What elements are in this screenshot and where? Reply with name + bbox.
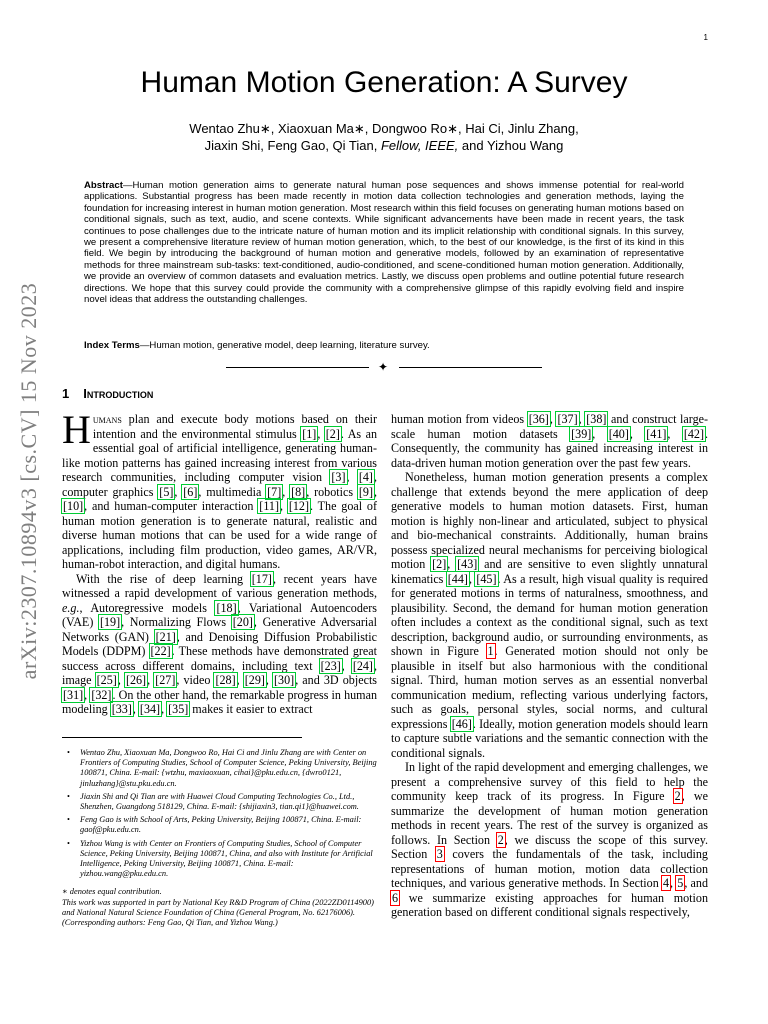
divider-diamond-icon: ✦ — [378, 360, 389, 374]
citation[interactable]: [9] — [358, 484, 373, 499]
authors-last: and Yizhou Wang — [458, 138, 564, 153]
citation[interactable]: [3] — [331, 470, 346, 484]
citation[interactable]: [36] — [528, 412, 549, 426]
affiliation-item: • Jiaxin Shi and Qi Tian are with Huawei Cloud Computing Technologies Co., Ltd., Shenzhen, Guangdong 518129, China. E-mail: {shijiaxin3, tian.qi1}@huawei.com. — [80, 792, 378, 812]
divider-line-left — [226, 367, 369, 368]
body-column-left — [62, 407, 378, 717]
index-terms — [84, 340, 684, 351]
citation[interactable]: [32] — [91, 687, 112, 702]
figure-reference[interactable]: 2 — [674, 789, 681, 803]
footnotes — [62, 748, 378, 928]
index-terms-text: —Human motion, generative model, deep learning, literature survey. — [139, 340, 430, 351]
citation[interactable]: [35] — [168, 702, 189, 716]
citation[interactable]: [22] — [150, 644, 171, 658]
citation[interactable]: [24] — [352, 658, 373, 673]
abstract-label: Abstract — [84, 180, 123, 191]
citation[interactable]: [46] — [451, 716, 472, 731]
citation[interactable]: [37] — [557, 412, 578, 426]
affiliation-list — [62, 748, 378, 879]
citation[interactable]: [12] — [288, 499, 310, 513]
paragraph: human motion from videos [36], [37], [38] and construct large-scale human motion datasets [39], [40], [41], [42]. Consequently, the community has gained increasing interest in data-driven human motion generation over the past few years. — [391, 412, 709, 470]
paragraph: In light of the rapid development and emerging challenges, we present a comprehensive survey of this field to help the community keep track of its progress. In Figure 2, we summarize the development of human motion generation methods in recent years. The rest of the survey is organized as follows. In Section 2, we discuss the scope of this survey. Section 3 covers the fundamentals of the task, including representations of human motion, motion data collection techniques, and various generative methods. In Section 4, 5, and 6 we summarize existing approaches for human motion generation based on different conditional signals respectively, — [391, 760, 709, 919]
citation[interactable]: [43] — [457, 557, 478, 571]
citation[interactable]: [31] — [63, 687, 84, 702]
citation[interactable]: [4] — [358, 470, 373, 484]
equal-contribution-note: ∗ denotes equal contribution. — [62, 887, 162, 897]
paragraph: Nonetheless, human motion generation presents a complex challenge that extends beyond the mere application of deep generative models to human motion datasets. First, human motion is highly non-linear and articulated, subject to physical and bio-mechanical constraints. Additionally, human brains possess specialized neural mechanisms for perceiving biological motion [2], [43] and are sensitive to even slightly unnatural kinematics [44], [45]. As a result, high visual quality is required for generated motions in terms of naturalness, smoothness, and plausibility. Second, the demand for human motion generation often includes a context as the conditional signal, such as text description, background audio, or surrounding environments, as shown in Figure 1. Generated motion should not only be plausible in itself but also harmonious with the conditional signal. Third, human motion serves as an essential nonverbal communication medium, reflecting various underlying factors, such as goals, personal styles, social norms, and cultural expressions [46]. Ideally, motion generation models should learn to capture subtle variations and the semantic connection with the conditional signals. — [391, 470, 709, 760]
citation[interactable]: [19] — [99, 615, 121, 629]
body-column-right — [391, 412, 708, 920]
author-notes — [62, 887, 378, 928]
citation[interactable]: [11] — [259, 499, 279, 513]
paragraph: With the rise of deep learning [17], recent years have witnessed a rapid development of various generation methods, e.g., Autoregressive models [18], Variational Autoencoders (VAE) [19], Normalizing Flows [20], Generative Adversarial Networks (GAN) [21], and Denoising Diffusion Probabilistic Models (DDPM) [22]. These methods have demonstrated great success across different domains, including text [23], [24], image [25], [26], [27], video [28], [29], [30], and 3D objects [31], [32]. On the other hand, the remarkable progress in human modeling [33], [34], [35] makes it easier to extract — [62, 571, 378, 716]
citation[interactable]: [18] — [216, 600, 237, 615]
section-reference[interactable]: 2 — [497, 832, 504, 847]
citation[interactable]: [45] — [476, 571, 497, 586]
drop-cap: H — [62, 407, 91, 452]
affiliation-item: • Yizhou Wang is with Center on Frontiers of Computing Studies, School of Computer Science, Peking University, Beijing 100871, China, and also with Institute for Artificial Intelligence, Peking University, Beijing 100871, China. E-mail: yizhou.wang@pku.edu.cn. — [80, 839, 378, 880]
section-heading — [62, 386, 153, 401]
citation[interactable]: [8] — [291, 484, 306, 499]
paragraph: Humans plan and execute body motions based on their intention and the environmental stimulus [1], [2]. As an essential goal of artificial intelligence, generating human-like motion patterns has gained increasing interest from various research communities, including computer vision [3], [4], computer graphics [5], [6], multimedia [7], [8], robotics [9], [10], and human-computer interaction [11], [12]. The goal of human motion generation is to generate natural, realistic and diverse human motions that can be used for a wide range of applications, including film production, video games, AR/VR, human-robot interaction, and digital humans. — [62, 407, 378, 571]
author-list — [0, 120, 768, 154]
citation[interactable]: [42] — [683, 426, 704, 441]
citation[interactable]: [17] — [251, 571, 272, 586]
citation[interactable]: [10] — [63, 499, 84, 513]
abstract-text: —Human motion generation aims to generate natural human pose sequences and shows immense potential for real-world applications. Substantial progress has been made recently in motion data collection technologies and generation methods, laying the foundation for increasing interest in human motion generation. Most research within this field focuses on generating human motions based on conditional signals, such as text, audio, and scene contexts. While significant advancements have been made in recent years, the task continues to pose challenges due to the intricate nature of human motion and its implicit relationship with conditional signals. In this survey, we present a comprehensive literature review of human motion generation, which, to the best of our knowledge, is the first of its kind in this field. We begin by introducing the background of human motion and generative models, followed by an examination of representative methods for three mainstream sub-tasks: text-conditioned, audio-conditioned, and scene-conditioned human motion generation. Additionally, we provide an overview of common datasets and evaluation metrics. Lastly, we discuss open problems and outline potential future research directions. We hope that this survey could provide the community with a comprehensive glimpse of this rapidly evolving field and inspire novel ideas that address the outstanding challenges. — [84, 180, 684, 306]
funding-note: This work was supported in part by National Key R&D Program of China (2022ZD0114900) and National Natural Science Foundation of China (General Program, No. 62176006). — [62, 897, 374, 917]
figure-reference[interactable]: 1 — [487, 644, 494, 658]
citation[interactable]: [26] — [125, 673, 147, 687]
section-reference[interactable]: 4 — [662, 876, 670, 890]
citation[interactable]: [23] — [320, 658, 341, 673]
citation[interactable]: [5] — [159, 484, 174, 499]
citation[interactable]: [28] — [215, 673, 236, 687]
authors-names: Jiaxin Shi, Feng Gao, Qi Tian, — [204, 138, 381, 153]
section-reference[interactable]: 5 — [677, 876, 684, 890]
citation[interactable]: [21] — [155, 629, 176, 644]
citation[interactable]: [20] — [232, 615, 253, 629]
authors-line-1: Wentao Zhu∗, Xiaoxuan Ma∗, Dongwoo Ro∗, Hai Ci, Jinlu Zhang, — [189, 121, 579, 136]
citation[interactable]: [44] — [447, 571, 468, 586]
citation[interactable]: [34] — [139, 702, 161, 716]
section-divider — [226, 361, 542, 373]
citation[interactable]: [6] — [183, 484, 198, 499]
arxiv-identifier: arXiv:2307.10894v3 [cs.CV] 15 Nov 2023 — [16, 282, 41, 680]
citation[interactable]: [40] — [608, 426, 629, 441]
citation[interactable]: [30] — [274, 673, 295, 687]
citation[interactable]: [2] — [432, 557, 447, 571]
page-number: 1 — [703, 33, 708, 42]
authors-fellow: Fellow, IEEE, — [380, 138, 459, 153]
citation[interactable]: [25] — [96, 673, 117, 687]
abstract — [84, 180, 684, 305]
divider-line-right — [399, 367, 542, 368]
citation[interactable]: [2] — [325, 426, 340, 441]
citation[interactable]: [29] — [244, 673, 265, 687]
corresponding-authors-note: (Corresponding authors: Feng Gao, Qi Tian, and Yizhou Wang.) — [62, 918, 278, 928]
footnote-rule — [62, 737, 302, 738]
section-number: 1 — [62, 386, 70, 401]
citation[interactable]: [39] — [571, 426, 592, 441]
citation[interactable]: [27] — [155, 673, 176, 687]
section-title: Introduction — [83, 386, 154, 401]
paper-title: Human Motion Generation: A Survey — [140, 66, 628, 99]
citation[interactable]: [38] — [586, 412, 607, 426]
citation[interactable]: [7] — [267, 484, 282, 499]
affiliation-item: • Feng Gao is with School of Arts, Peking University, Beijing 100871, China. E-mail: gaof@pku.edu.cn. — [80, 815, 378, 835]
section-reference[interactable]: 3 — [436, 847, 443, 861]
citation[interactable]: [1] — [302, 426, 317, 441]
authors-line-2 — [0, 137, 768, 154]
section-reference[interactable]: 6 — [392, 890, 399, 905]
index-terms-label: Index Terms — [84, 340, 140, 351]
affiliation-item: • Wentao Zhu, Xiaoxuan Ma, Dongwoo Ro, Hai Ci and Jinlu Zhang are with Center on Frontiers of Computing Studies, School of Computer Science, Peking University, Beijing 100871, China. E-mail: {wtzhu, maxiaoxuan, cihai}@pku.edu.cn, {dwro0121, jinluzhang}@stu.pku.edu.cn. — [80, 748, 378, 789]
citation[interactable]: [41] — [646, 426, 667, 441]
arxiv-stamp — [14, 263, 44, 699]
citation[interactable]: [33] — [111, 702, 132, 716]
